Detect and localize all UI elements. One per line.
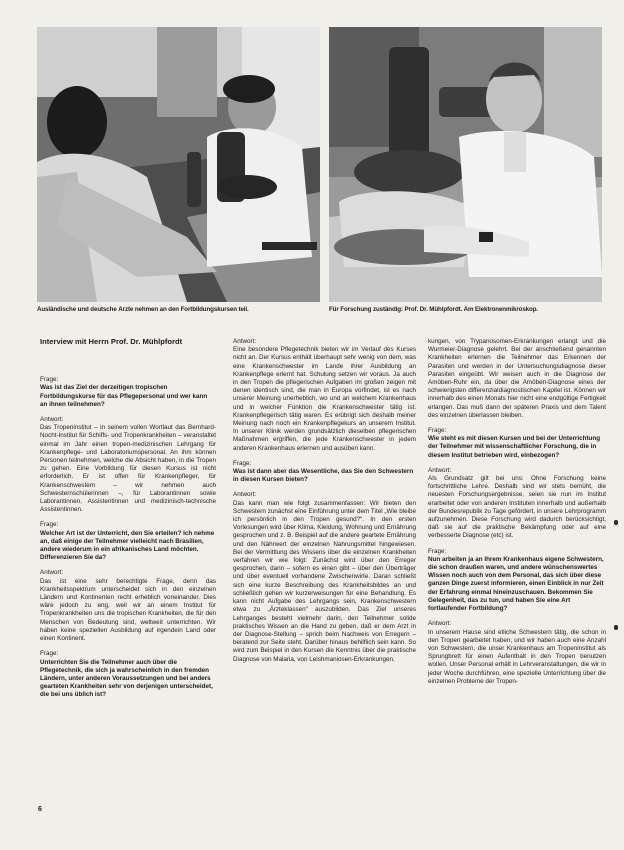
text-column-3: [428, 338, 606, 693]
question-label: Frage:: [428, 547, 447, 555]
answer-label: Antwort:: [233, 338, 257, 345]
photo-professor-image: [329, 27, 602, 302]
question-label: Frage:: [233, 459, 252, 467]
question-label: Frage:: [40, 521, 59, 529]
page-edge-mark: [614, 520, 618, 525]
answer-label: Antwort:: [40, 569, 64, 577]
answer-text: Als Grundsatz gilt bei uns: Ohne Forschung keine fortschrittliche Lehre. Deshalb sind wir stets bemüht, die neuesten Forschungsergebnisse, seien sie nun im Institut erarbeitet oder von anderen Instituten innerhalb und außerhalb der Bundesrepublik zu Tage gefördert, in unsere Lehrprogramm aufzunehmen. Diese Forschung wird dadurch berücksichtigt, daß sie auf die praktische Bekämpfung oder auf eine verbesserte Diagnose (etc) ist.: [428, 475, 606, 540]
photo-professor-at-microscope: [329, 27, 602, 302]
answer-text: Das ist eine sehr berechtigte Frage, denn das Krankheitsspektrum unterscheidet sich in den einzelnen Ländern und Kontinenten recht erheblich voneinander. Dies wäre jedoch zu eng, weil wir an einem Institut für Tropenkrankheiten uns die tropischen Krankheiten, die für den Menschen von Bedeutung sind, weltweit unterrichten. Wir haben keine speziellen Ausbildung auf irgendein Land oder einen Kontinent.: [40, 577, 216, 643]
question-text: Was ist das Ziel der derzeitigen tropischen Fortbildungskurse für das Pflegepersonal und wer kann an ihnen teilnehmen?: [40, 384, 208, 408]
question-label: Frage:: [40, 376, 59, 384]
interview-headline: Interview mit Herrn Prof. Dr. Mühlpfordt: [40, 337, 183, 346]
text-column-2: [233, 338, 416, 671]
question-text: Was ist dann aber das Wesentliche, das Sie den Schwestern in diesen Kursen bieten?: [233, 468, 414, 484]
continued-text: kungen, von Trypanosomen-Erkrankungen erlangt und die Wurmeier-Diagnose gelehrt. Bei der anschließend genannten Krankheiten erlernen die Teilnehmer das Erkennen der Parasiten und werden in der Untersuchungsdiagnose dieser Parasiten eingeübt. Wir weisen auch in die Diagnose der Amöben-Ruhr ein, da über die Amöben-Diagnose eines der schwierigsten differenzialdiagnostischen Kapitel ist. Können wir innerhalb des einen Monats hier nicht eine endgültige Fertigkeit erlangen. Das muß dann der späteren Praxis und dem Talent des einzelnen überlassen bleiben.: [428, 338, 606, 419]
photo-doctors-image: [37, 27, 320, 302]
page-number: 6: [38, 806, 42, 813]
answer-label: Antwort:: [40, 416, 64, 424]
answer-text: In unserem Hause sind etliche Schwestern tätig, die schon in den Tropen gearbeitet haben, und wir haben auch eine Anzahl von Schwestern, die unser Krankenhaus am Tropeninstitut als Sprungbrett für einen Aufenthalt in den Tropen benutzen wollen. Unser Personal erhält in Lehrveranstaltungen, die wir in jeder Woche durchführen, eine spezielle Unterrichtung über die einzelnen Probleme der Tropen-: [428, 628, 606, 685]
column-2-body: [233, 338, 416, 664]
answer-text: Das kann man wie folgt zusammenfassen: Wir bieten den Schwestern zunächst eine Einführung unter dem Titel „Wie bleibe ich persönlich in den Tropen gesund?“. In den ersten Vorlesungen wird über Klima, Kleidung, Wohnung und Ernährung gesprochen und z. B. Beispiel auf die andere geartete Ernährung und den Nährwert der einzelnen Nahrungsmittel hingewiesen. Bei der Vermittlung des Wissens über die einzelnen Krankheiten verfahren wir wie folgt: Zunächst wird über den Erreger gesprochen, dann – sofern es einen gibt – über den Überträger und über eventuell vorhandene Zwischenwirte. Daran schließt sich eine kurze Beschreibung des Krankheitsbildes an und schließlich gehen wir kurzerweisungen für eine Behandlung. Es kann nicht Aufgabe des Lehrgangs sein, Krankenschwestern etwa zu „Ärzteklassen“ auszubilden. Das Ziel unseres Lehrganges besteht vielmehr darin, den Teilnehmer solide praktisches Wissen an die Hand zu geben, daß er dem Arzt in der Diagnose-Stellung – sprich beim Nachweis von Erregern – beratend zur Seite steht. Darüber hinaus behilflich sein kann. So wird zum Beispiel in den Kursen die Kenntnis über die praktische Diagnose von Malaria, von Leishmaniosen-Erkrankungen,: [233, 499, 416, 663]
page-edge-mark: [614, 625, 618, 630]
question-label: Frage:: [428, 427, 447, 435]
text-column-1: [40, 338, 216, 707]
question-text: Wie steht es mit diesen Kursen und bei der Unterrichtung der Teilnehmer mit wissenschaftlicher Forschung, die in diesem Institut betrieben wird, einbezogen?: [428, 435, 601, 459]
answer-label: Antwort:: [428, 466, 452, 474]
photo-caption-right: Für Forschung zuständig: Prof. Dr. Mühlpfordt. Am Elektronenmikroskop.: [329, 306, 538, 313]
question-label: Frage:: [40, 650, 59, 658]
column-1-body: [40, 376, 216, 699]
answer-label: Antwort:: [428, 620, 452, 628]
question-text: Welcher Art ist der Unterricht, den Sie erteilen? Ich nehme an, daß einige der Teilnehmer vielleicht nach Brasilien, andere wiederum in ein afrikanisches Land möchten. Differenzieren Sie da?: [40, 529, 215, 562]
question-text: Nun arbeiten ja an Ihrem Krankenhaus eigene Schwestern, die schon draußen waren, und andere wünschenswertes Wissen noch auch von dem Personal, das sich über diese ganzen Dinge zuerst informieren, einen Einblick in nur Zeit der Erfahrung einmal hineinzuschauen. Bekommen Sie Gelegenheit, das zu tun, und haben Sie eine Art fortlaufender Fortbildung?: [428, 555, 604, 613]
question-text: Unterrichten Sie die Teilnehmer auch über die Pflegetechnik, die sich ja wahrscheinlich in den fremden Ländern, unter anderen Voraussetzungen und bei anders gearteten Krankheiten sehr von derjenigen unterscheidet, die bei uns üblich ist?: [40, 658, 213, 699]
column-3-body: [428, 338, 606, 686]
answer-text: Das Tropeninstitut – in seinem vollen Wortlaut das Bernhard-Nocht-Institut für Schiffs- und Tropenkrankheiten – veranstaltet einmal im Jahr einen tropen-medizinischen Lehrgang für Krankenpflege- und Laboratoriumspersonal. An ihm können Personen teilnehmen, welche die Absicht haben, in die Tropen zu gehen. Eine Vorbildung für diesen Kursus ist nicht erforderlich. Er ist offen für Krankenpfleger, für Krankenschwestern – wir nehmen auch Schwesternschülerinnen –, für Laborantinnen sowie Laborantinnen, Assistentinnen und medizinisch-technische Assistentinnen.: [40, 424, 216, 514]
answer-label: Antwort:: [233, 491, 257, 499]
photo-doctors-at-microscopes: [37, 27, 320, 302]
answer-text: Eine besondere Pflegetechnik bieten wir im Verlauf des Kurses nicht an. Der Kursus enthält überhaupt sehr wenig von dem, was eine Krankenschwester im Lande ihrer Ausbildung an Krankenpflege erlernt hat. Schulung setzen wir voraus. Ja auch in den Tropen die pflegerischen Aufgaben im großen zeigen mit denen identisch sind, die man in Europa vorfindet, ist es nach unserer Meinung unerheblich, wo und an welchem Krankenhaus und in welcher Funktion die Krankenschwester tätig ist. Krankenpflegerisch tätig waren. Es erübrigt sich deshalb meiner Meinung nach noch ein Krankenpflegekurs an unserem Institut. In unserer Klinik werden grundsätzlich dieselben pflegerischen Maßnahmen ergriffen, die jede Krankenschwester in jedem anderen Krankenhaus erlernen und ausüben kann.: [233, 346, 416, 452]
photo-caption-left: Ausländische und deutsche Ärzte nehmen an den Fortbildungskursen teil.: [37, 306, 249, 313]
